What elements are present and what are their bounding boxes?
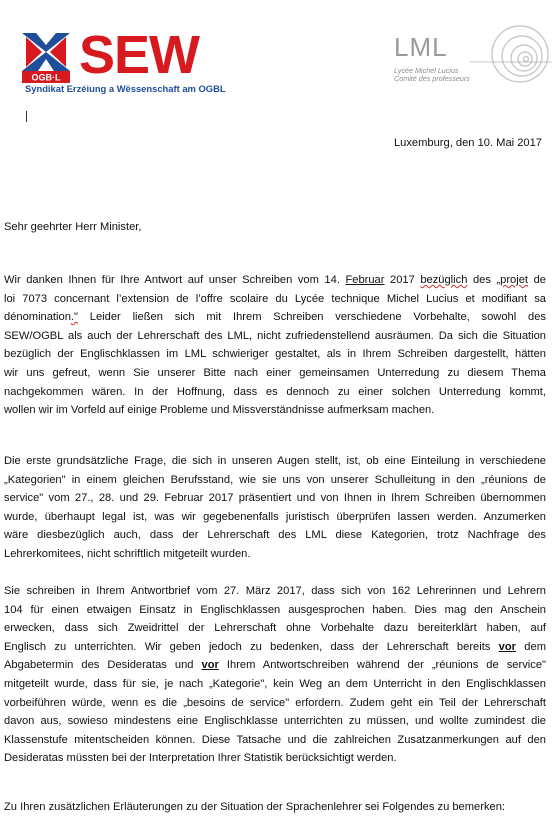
lml-letters: LML xyxy=(394,32,448,62)
sew-tagline: Syndikat Erzéiung a Wëssenschaft am OGBL xyxy=(25,83,226,94)
p3-line-9: Klassenstufe mitentscheiden können. Diese Tatsache und die zahlreichen Zusatzanmerkungen auf den xyxy=(4,733,546,746)
p3-line-1: Sie schreiben in Ihrem Antwortbrief vom 27. März 2017, dass sich von 162 Lehrerinnen und Lehrern xyxy=(4,585,546,597)
p2-line-5: wäre diesbezüglich auch, dass der Lehrerschaft des LML diese Kategorien, trotz Nachfrage des xyxy=(4,529,546,542)
sew-ogbl-logo xyxy=(22,26,227,106)
paragraph-1 xyxy=(4,271,546,420)
p1-line-1: Wir danken Ihnen für Ihre Antwort auf unser Schreiben vom 14. Februar 2017 bezüglich des „projet de xyxy=(4,274,546,286)
p3-line-2: 104 für einen etwaigen Einsatz in Englischklassen ausgesprochen haben. Dies mag den Anschein xyxy=(4,603,546,616)
paragraph-4: Zu Ihren zusätzlichen Erläuterungen zu der Situation der Sprachenlehrer sei Folgendes zu bemerken: xyxy=(4,801,505,813)
paragraph-2 xyxy=(4,452,546,564)
lml-school-name: Lycée Michel Lucius xyxy=(394,66,459,75)
p2-line-4: wurde, überhaupt legal ist, was wir gegebenenfalls juristisch überprüfen lassen werden. Anzumerken xyxy=(4,510,546,523)
p1-line-8: wollen wir im Vorfeld auf einige Probleme und Missverständnisse aufmerksam machen. xyxy=(4,404,435,417)
lml-logo xyxy=(378,24,552,94)
p2-line-6: Lehrerkomitees, nicht schriftlich mitgeteilt wurden. xyxy=(4,547,251,560)
p1-line-4: SEW/OGBL als auch der Lehrerschaft des LML, nicht zufriedenstellend ausräumen. Da sich die Situation xyxy=(4,329,546,342)
p3-line-7: vorbeiführen würde, wenn es die „besoins de service" erfordern. Zudem geht ein Teil der Lehrerschaft xyxy=(4,696,546,709)
p1-line-7: nachgekommen wären. In der Hoffnung, dass es dennoch zu einer solchen Unterredung kommt, xyxy=(4,385,546,398)
salutation: Sehr geehrter Herr Minister, xyxy=(4,221,142,233)
p2-line-3: service" vom 27., 28. und 29. Februar 2017 präsentiert und von Ihnen in Ihrem Schreiben übernommen xyxy=(4,492,546,505)
lml-committee-name: Comité des professeurs xyxy=(394,74,470,83)
p3-line-5: Abgabetermin des Desideratas und vor Ihrem Antwortschreiben während der „réunions de service" xyxy=(4,659,546,672)
p1-line-2: loi 7073 concernant l’extension de l’offre scolaire du Lycée technique Michel Lucius et modifiant sa xyxy=(4,292,546,305)
p3-line-10: Desideratas müssten bei der Interpretation Ihrer Statistik berücksichtigt werden. xyxy=(4,752,397,765)
p2-line-1: Die erste grundsätzliche Frage, die sich in unseren Augen stellt, ist, ob eine Einteilung in verschiedene xyxy=(4,455,546,467)
sew-wordmark: SEW xyxy=(79,25,200,85)
ogbl-flag-icon xyxy=(22,33,70,83)
p3-line-6: mitgeteilt wurde, dass für sie, je nach „Kategorie", kein Weg an dem Unterricht in den Englischklassen xyxy=(4,677,546,690)
p3-line-8: davon aus, sowieso mindestens eine Englischklasse unterrichten zu müssen, und wollte zumindest die xyxy=(4,715,546,728)
p3-line-3: erwecken, dass sich Zweidrittel der Lehrerschaft ohne Vorbehalte dazu bereiterklärt haben, auf xyxy=(4,622,546,635)
p2-line-2: „Kategorien" in einem gleichen Berufsstand, wie sie uns von unserer Schulleitung in den „réunions de xyxy=(4,473,546,486)
p3-line-4: Englisch zu unterrichten. Wir geben jedoch zu bedenken, dass der Lehrerschaft bereits vor dem xyxy=(4,640,546,653)
p1-line-3: dénomination." Leider ließen sich mit Ihrem Schreiben verschiedene Vorbehalte, sowohl des xyxy=(4,311,546,324)
letter-date: Luxemburg, den 10. Mai 2017 xyxy=(393,137,542,149)
spiral-icon xyxy=(470,24,552,90)
p1-line-5: bezüglich der Englischklassen im LML schwieriger gestaltet, als in Ihrem Schreiben dargestellt, hätten xyxy=(4,348,546,361)
p1-line-6: wir uns gefreut, wenn Sie unserer Bitte nach einer gemeinsamen Unterredung zu diesem Thema xyxy=(4,366,546,379)
paragraph-3 xyxy=(4,582,546,768)
ogbl-badge-text: OGB·L xyxy=(31,72,61,83)
text-cursor-mark xyxy=(26,111,27,122)
